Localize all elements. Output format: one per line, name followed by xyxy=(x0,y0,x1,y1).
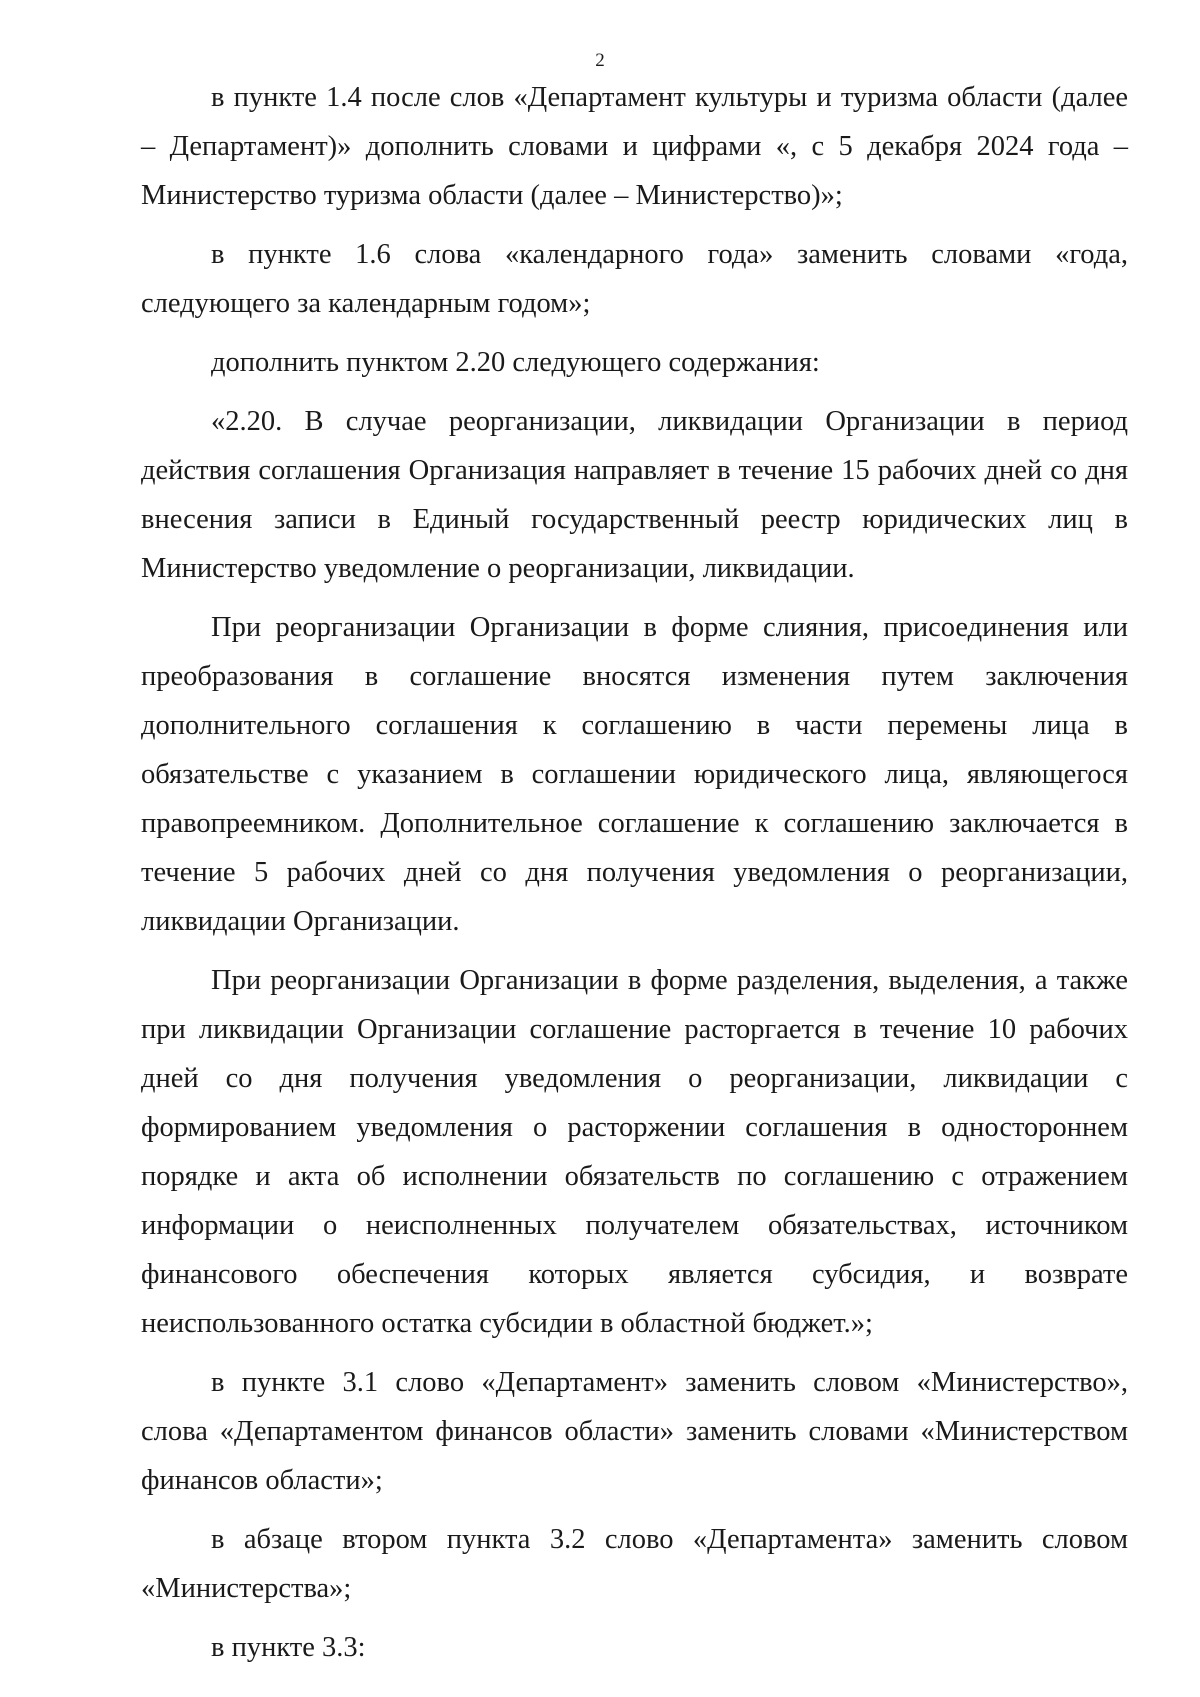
paragraph-clause-3-3: в пункте 3.3: xyxy=(211,1632,366,1663)
paragraph-clause-1-4: в пункте 1.4 после слов «Департамент культуры и туризма области (далее – Департамент)» дополнить словами и цифрами «, с 5 декабря 2024 года – Министерство туризма области (далее – Министерство)»; xyxy=(141,82,1128,211)
paragraph-clause-3-1: в пункте 3.1 слово «Департамент» заменить словом «Министерство», слова «Департаментом финансов области» заменить словами «Министерством финансов области»; xyxy=(141,1367,1128,1496)
paragraph-clause-1-6: в пункте 1.6 слова «календарного года» заменить словами «года, следующего за календарным годом»; xyxy=(141,239,1128,319)
paragraph-clause-3-2: в абзаце втором пункта 3.2 слово «Департамента» заменить словом «Министерства»; xyxy=(141,1524,1128,1604)
paragraph-add-clause-2-20: дополнить пунктом 2.20 следующего содержания: xyxy=(211,347,820,378)
paragraph-clause-2-20-text: «2.20. В случае реорганизации, ликвидации Организации в период действия соглашения Организация направляет в течение 15 рабочих дней со дня внесения записи в Единый государственный реестр юридических лиц в Министерство уведомление о реорганизации, ликвидации. xyxy=(141,406,1128,584)
paragraph-merger-reorganization: При реорганизации Организации в форме слияния, присоединения или преобразования в соглашение вносятся изменения путем заключения дополнительного соглашения к соглашению в части перемены лица в обязательстве с указанием в соглашении юридического лица, являющегося правопреемником. Дополнительное соглашение к соглашению заключается в течение 5 рабочих дней со дня получения уведомления о реорганизации, ликвидации Организации. xyxy=(141,612,1128,937)
scan-edge-mark xyxy=(1050,0,1190,6)
document-body xyxy=(141,73,1128,1672)
page-number: 2 xyxy=(595,50,605,71)
paragraph-division-liquidation: При реорганизации Организации в форме разделения, выделения, а также при ликвидации Организации соглашение расторгается в течение 10 рабочих дней со дня получения уведомления о реорганизации, ликвидации с формированием уведомления о расторжении соглашения в одностороннем порядке и акта об исполнении обязательств по соглашению с отражением информации о неисполненных получателем обязательствах, источником финансового обеспечения которых является субсидия, и возврате неиспользованного остатка субсидии в областной бюджет.»; xyxy=(141,965,1128,1339)
